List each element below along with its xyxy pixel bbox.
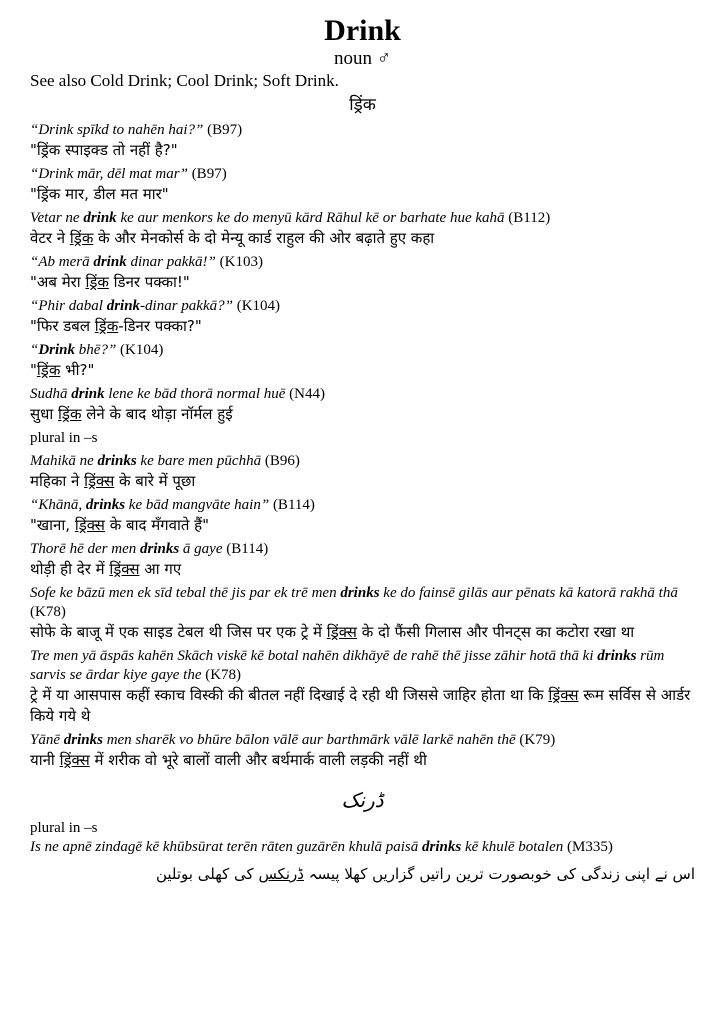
example-devanagari: [30, 228, 695, 249]
headword-occurrence: Drink: [38, 342, 76, 358]
example-devanagari: [30, 559, 695, 580]
romanized-segment: “Ab merā: [30, 254, 94, 270]
script-segment: वेटर ने: [30, 229, 70, 247]
script-segment: के और मेनकोर्स के दो मेन्यू कार्ड राहुल की ओर बढ़ाते हुए कहा: [93, 229, 435, 247]
romanized-segment: Is ne apnē zindagē kē khūbsūrat terēn rāten guzārēn khulā paisā: [30, 839, 423, 855]
example-entry: [30, 731, 695, 771]
headword-occurrence: ड्रिंक्स: [59, 751, 90, 769]
romanized-segment: “Drink mār, dēl mat mar”: [30, 166, 188, 182]
headword-occurrence: drinks: [85, 497, 126, 513]
example-romanized: [30, 385, 695, 404]
example-entry: [30, 540, 695, 580]
headword-occurrence: drink: [71, 386, 105, 402]
example-romanized: [30, 540, 695, 559]
example-entry: [30, 209, 695, 249]
script-segment: महिका ने: [30, 472, 85, 490]
headword-occurrence: drinks: [97, 453, 137, 469]
romanized-segment: Vetar ne: [30, 210, 84, 226]
part-of-speech: noun ♂: [334, 48, 391, 69]
romanized-segment: lene ke bād thorā normal huē: [104, 386, 286, 402]
headword-occurrence: drink: [83, 210, 117, 226]
example-devanagari: [30, 184, 695, 205]
urdu-example-romanized: [30, 838, 695, 857]
example-devanagari: [30, 272, 695, 293]
romanized-segment: (K104): [116, 342, 164, 358]
dictionary-page: [30, 14, 695, 887]
example-entry: [30, 297, 695, 337]
script-segment: "ड्रिंक स्पाइक्ड तो नहीं है?": [30, 141, 178, 159]
example-romanized: [30, 496, 695, 515]
script-segment: आ गए: [139, 560, 182, 578]
romanized-segment: “Drink spīkd to nahēn hai?”: [30, 122, 204, 138]
romanized-segment: ke bare men pūchhā: [136, 453, 262, 469]
script-segment: "ड्रिंक मार, डील मत मार": [30, 185, 169, 203]
example-entry: [30, 341, 695, 381]
example-entry: [30, 253, 695, 293]
example-entry: [30, 496, 695, 536]
romanized-segment: “Phir dabal: [30, 298, 107, 314]
example-entry: [30, 385, 695, 425]
romanized-segment: (B114): [222, 541, 269, 557]
script-segment: ": [30, 361, 37, 379]
headword-occurrence: drinks: [597, 648, 637, 664]
script-segment: थोड़ी ही देर में: [30, 560, 110, 578]
example-devanagari: [30, 622, 695, 643]
example-devanagari: [30, 685, 695, 727]
urdu-plural-note: plural in –s: [30, 820, 98, 836]
headword-occurrence: ड्रिंक्स: [109, 560, 140, 578]
headword-occurrence: ड्रिंक: [58, 405, 82, 423]
romanized-segment: bhē?”: [75, 342, 117, 358]
script-segment: के बाद मँगवाते हैं": [104, 516, 210, 534]
example-entry: [30, 584, 695, 643]
script-segment: सुधा: [30, 405, 59, 423]
example-entry: [30, 647, 695, 727]
romanized-segment: Tre men yā āspās kahēn Skāch viskē kē botal nahēn dikhāyē de rahē thē jisse zāhir hotā thā ki: [30, 648, 598, 664]
example-entry: [30, 165, 695, 205]
example-devanagari: [30, 471, 695, 492]
script-segment: اس نے اپنی زندگی کی خوبصورت ترین راتیں گزاریں کھلا پیسہ: [303, 865, 695, 883]
script-segment: के दो फैंसी गिलास और पीनट्स का कटोरा रखा था: [356, 623, 635, 641]
headword: Drink: [324, 14, 401, 47]
romanized-segment: kē khulē botalen: [461, 839, 564, 855]
headword-occurrence: drinks: [340, 585, 380, 601]
romanized-segment: (K78): [201, 667, 242, 683]
romanized-segment: (B97): [203, 122, 243, 138]
example-romanized: [30, 647, 695, 685]
romanized-segment: (B114): [269, 497, 315, 513]
headword-occurrence: ड्रिंक्स: [74, 516, 105, 534]
script-segment: "खाना,: [30, 516, 75, 534]
headword-occurrence: drink: [106, 298, 141, 314]
romanized-segment: (B97): [187, 166, 227, 182]
urdu-headword: ڈرنک: [341, 788, 384, 812]
romanized-segment: Yānē: [30, 732, 64, 748]
romanized-segment: (N44): [285, 386, 325, 402]
script-segment: "अब मेरा: [30, 273, 86, 291]
romanized-segment: (B96): [261, 453, 300, 469]
romanized-segment: (K103): [215, 254, 263, 270]
example-devanagari: [30, 515, 695, 536]
example-romanized: [30, 209, 695, 228]
script-segment: ट्रे में या आसपास कहीं स्काच विस्की की बीतल नहीं दिखाई दे रही थी जिससे जाहिर होता था कि: [30, 686, 549, 704]
example-devanagari: [30, 360, 695, 381]
romanized-segment: (K104): [232, 298, 281, 314]
script-segment: सोफे के बाजू में एक साइड टेबल थी जिस पर एक ट्रे में: [30, 623, 327, 641]
romanized-segment: Sofe ke bāzū men ek sīd tebal thē jis par ek trē men: [30, 585, 341, 601]
see-also: See also Cold Drink; Cool Drink; Soft Drink.: [30, 71, 339, 90]
headword-occurrence: drinks: [422, 839, 462, 855]
script-segment: लेने के बाद थोड़ा नॉर्मल हुई: [81, 405, 233, 423]
romanized-segment: dinar pakkā!”: [126, 254, 216, 270]
example-devanagari: [30, 404, 695, 425]
example-entry: [30, 452, 695, 492]
headword-occurrence: drinks: [139, 541, 180, 557]
script-segment: रूम सर्विस से आर्डर किये गये थे: [30, 686, 691, 725]
example-romanized: [30, 341, 695, 360]
example-romanized: [30, 121, 695, 140]
romanized-segment: (B112): [504, 210, 551, 226]
romanized-segment: “: [30, 342, 39, 358]
script-segment: यानी: [30, 751, 60, 769]
romanized-segment: -dinar pakkā?”: [140, 298, 233, 314]
plural-note: plural in –s: [30, 430, 98, 446]
script-segment: भी?": [60, 361, 95, 379]
headword-occurrence: ڈرنکس: [258, 865, 304, 883]
example-romanized: [30, 731, 695, 750]
headword-occurrence: drink: [93, 254, 127, 270]
headword-occurrence: ड्रिंक्स: [548, 686, 579, 704]
headword-occurrence: ड्रिंक्स: [84, 472, 115, 490]
headword-occurrence: ड्रिंक: [36, 361, 61, 379]
script-segment: کی کھلی بوتلین: [155, 865, 259, 883]
romanized-segment: (M335): [563, 839, 613, 855]
romanized-segment: Mahikā ne: [30, 453, 98, 469]
romanized-segment: Thorē hē der men: [30, 541, 140, 557]
headword-occurrence: drinks: [63, 732, 103, 748]
romanized-segment: men sharēk vo bhūre bālon vālē aur barthmārk vālē larkē nahēn thē: [102, 732, 516, 748]
romanized-segment: (K79): [515, 732, 556, 748]
example-romanized: [30, 297, 695, 316]
script-segment: डिनर पक्का!": [108, 273, 190, 291]
romanized-segment: rūm sarvis se ārdar kiye gaye the: [30, 648, 665, 683]
headword-occurrence: ड्रिंक्स: [326, 623, 357, 641]
devanagari-headword: ड्रिंक: [349, 95, 376, 115]
example-entry: [30, 121, 695, 161]
example-romanized: [30, 452, 695, 471]
script-segment: के बारे में पूछा: [114, 472, 196, 490]
romanized-segment: (K78): [30, 604, 66, 620]
romanized-segment: ke do fainsē gilās aur pēnats kā katorā rakhā thā: [379, 585, 678, 601]
romanized-segment: ke aur menkors ke do menyū kārd Rāhul kē or barhate hue kahā: [116, 210, 505, 226]
headword-occurrence: ड्रिंक: [85, 273, 109, 291]
script-segment: -डिनर पक्का?": [118, 317, 202, 335]
example-devanagari: [30, 140, 695, 161]
example-devanagari: [30, 316, 695, 337]
headword-occurrence: ड्रिंक: [69, 229, 94, 247]
script-segment: में शरीक वो भूरे बालों वाली और बर्थमार्क वाली लड़की नहीं थी: [89, 751, 427, 769]
romanized-segment: ke bād mangvāte hain”: [125, 497, 270, 513]
example-romanized: [30, 165, 695, 184]
example-romanized: [30, 584, 695, 622]
example-devanagari: [30, 750, 695, 771]
entries-list: [30, 121, 695, 771]
urdu-example-text: [30, 861, 695, 887]
romanized-segment: “Khānā,: [30, 497, 86, 513]
example-romanized: [30, 253, 695, 272]
headword-occurrence: ड्रिंक: [94, 317, 119, 335]
romanized-segment: Sudhā: [30, 386, 72, 402]
romanized-segment: ā gaye: [179, 541, 223, 557]
script-segment: "फिर डबल: [30, 317, 95, 335]
